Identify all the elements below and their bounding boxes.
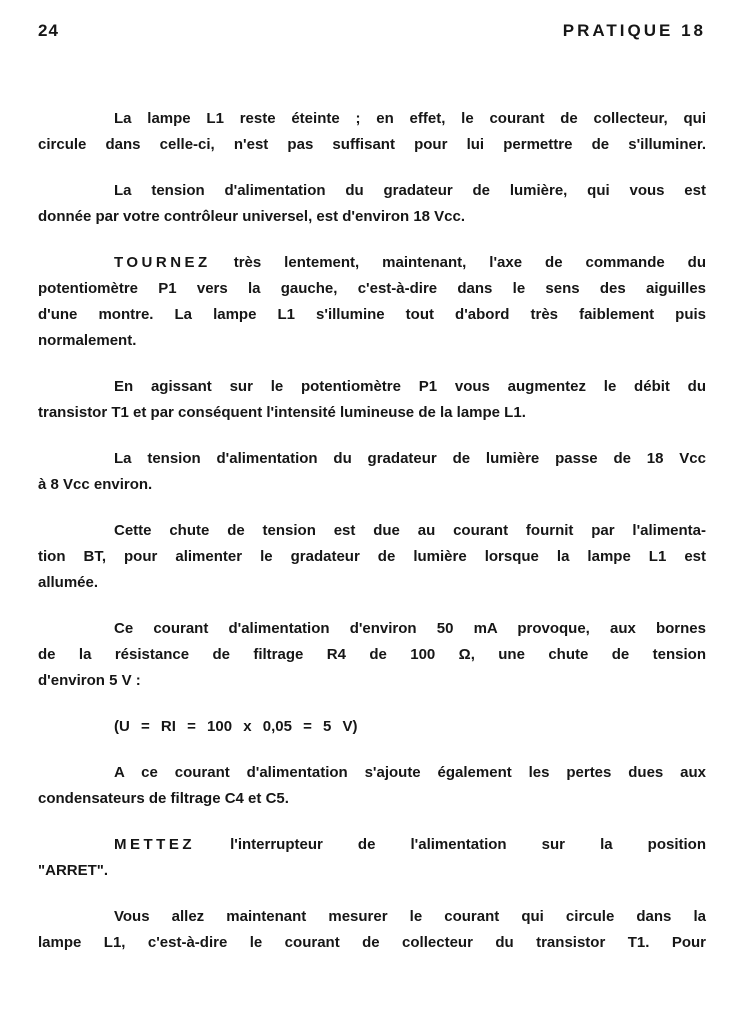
text-line: potentiomètre P1 vers la gauche, c'est-à-dire dans le sens des aiguilles xyxy=(38,280,706,297)
text-line: circule dans celle-ci, n'est pas suffisant pour lui permettre de s'illuminer. xyxy=(38,136,706,153)
text-line: transistor T1 et par conséquent l'intensité lumineuse de la lampe L1. xyxy=(38,404,526,421)
text-line: TOURNEZ très lentement, maintenant, l'axe de commande du xyxy=(114,254,706,271)
text-line: "ARRET". xyxy=(38,862,109,879)
paragraph xyxy=(38,106,706,158)
paragraph xyxy=(38,374,706,426)
text-line: tion BT, pour alimenter le gradateur de lumière lorsque la lampe L1 est xyxy=(38,548,706,565)
text-line: Cette chute de tension est due au courant fournit par l'alimenta- xyxy=(114,522,706,539)
document-body xyxy=(38,106,706,956)
page-number: 24 xyxy=(38,21,59,40)
text-line: de la résistance de filtrage R4 de 100 Ω, une chute de tension xyxy=(38,646,706,663)
text-line: normalement. xyxy=(38,332,137,349)
paragraph xyxy=(38,760,706,812)
paragraph xyxy=(38,178,706,230)
formula-paragraph xyxy=(38,714,706,740)
text-line: donnée par votre contrôleur universel, est d'environ 18 Vcc. xyxy=(38,208,466,225)
paragraph xyxy=(38,518,706,596)
header-title: PRATIQUE 18 xyxy=(562,21,706,40)
lead-word: METTEZ xyxy=(114,836,195,853)
text-line: à 8 Vcc environ. xyxy=(38,476,153,493)
paragraph xyxy=(38,446,706,498)
lead-word: TOURNEZ xyxy=(114,254,211,271)
text-line: d'une montre. La lampe L1 s'illumine tout d'abord très faiblement puis xyxy=(38,306,706,323)
text-line: condensateurs de filtrage C4 et C5. xyxy=(38,790,289,807)
text-line: METTEZ l'interrupteur de l'alimentation sur la position xyxy=(114,836,706,853)
text-line: allumée. xyxy=(38,574,99,591)
text-line: d'environ 5 V : xyxy=(38,672,141,689)
page-header xyxy=(38,22,706,40)
text-line: (U = RI = 100 x 0,05 = 5 V) xyxy=(114,718,358,735)
text-line: Vous allez maintenant mesurer le courant qui circule dans la xyxy=(114,908,706,925)
paragraph xyxy=(38,832,706,884)
text-line: En agissant sur le potentiomètre P1 vous augmentez le débit du xyxy=(114,378,706,395)
text-line: A ce courant d'alimentation s'ajoute également les pertes dues aux xyxy=(114,764,706,781)
paragraph xyxy=(38,904,706,956)
text-line: lampe L1, c'est-à-dire le courant de collecteur du transistor T1. Pour xyxy=(38,934,706,951)
paragraph xyxy=(38,250,706,354)
paragraph xyxy=(38,616,706,694)
text-line: La lampe L1 reste éteinte ; en effet, le courant de collecteur, qui xyxy=(114,110,706,127)
text-line: La tension d'alimentation du gradateur de lumière, qui vous est xyxy=(114,182,706,199)
text-line: La tension d'alimentation du gradateur de lumière passe de 18 Vcc xyxy=(114,450,706,467)
text-line: Ce courant d'alimentation d'environ 50 mA provoque, aux bornes xyxy=(114,620,706,637)
